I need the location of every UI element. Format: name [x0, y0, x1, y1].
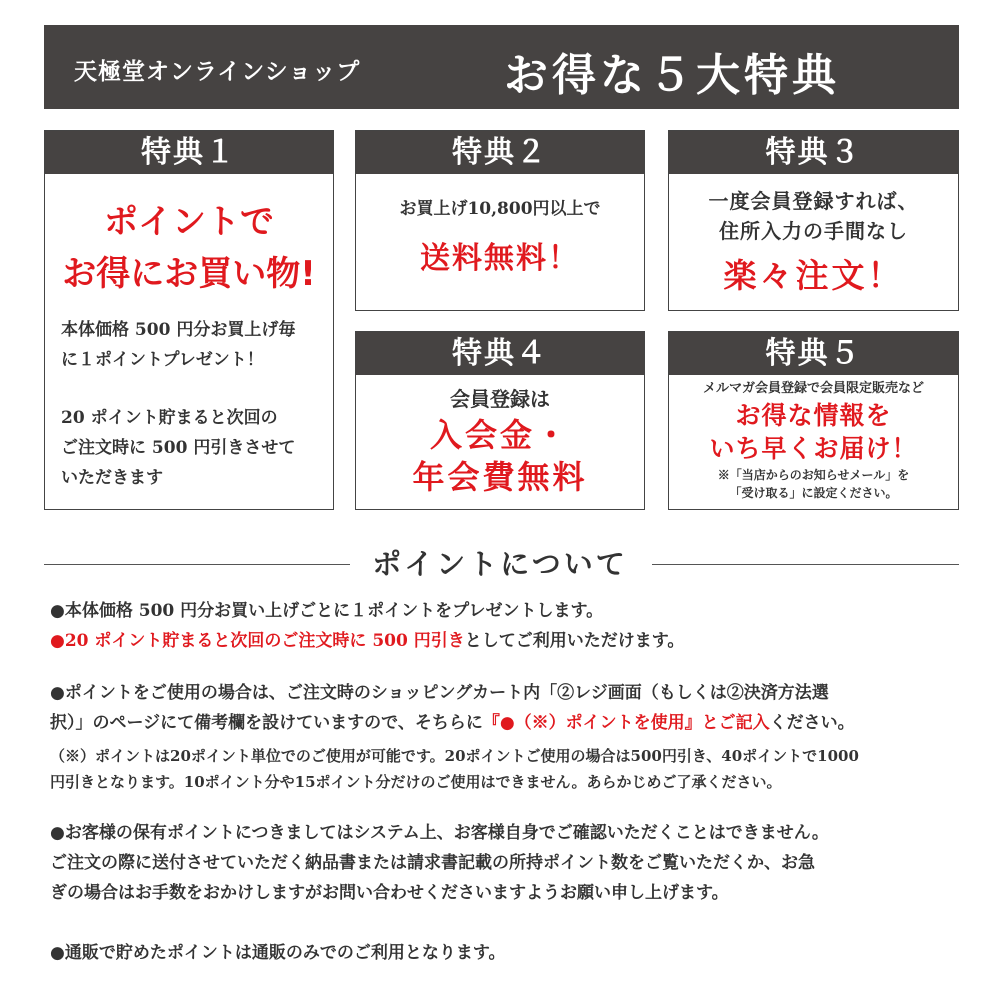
perk-3-headline: 楽々注文！	[723, 256, 904, 295]
perk-card-1	[44, 130, 334, 510]
perk-4-headline: 入会金・ 年会費無料	[412, 416, 588, 496]
perk-title-3: 特典３	[669, 131, 958, 174]
points-paragraph-2: ●ポイントをご使用の場合は、ご注文時のショッピングカート内「②レジ画面（もしくは②決済方法選 択）」のページにて備考欄を設けていますので、そちらに『●（※）ポイントを使用』とご記入ください。	[50, 683, 855, 733]
bullet-icon: ●	[50, 943, 65, 963]
top-banner	[44, 25, 959, 109]
perk-1-body: 本体価格 500 円分お買上げ毎 に１ポイントプレゼント！ 20 ポイント貯まると次回の ご注文時に 500 円引きさせて いただきます	[61, 320, 296, 488]
bullet-icon: ●	[50, 601, 65, 621]
highlight-text: 『●（※）ポイントを使用』とご記入	[482, 713, 770, 733]
bullet-icon: ●	[50, 631, 65, 651]
points-section-title: ポイントについて	[372, 547, 628, 581]
points-paragraph-5: ●通販で貯めたポイントは通販のみでのご利用となります。	[50, 943, 506, 963]
highlight-text: 20 ポイント貯まると次回のご注文時に 500 円引き	[64, 631, 465, 651]
perk-2-headline: 送料無料！	[420, 241, 580, 276]
perk-title-5: 特典５	[669, 332, 958, 375]
perk-title-4: 特典４	[356, 332, 644, 375]
banner-headline: お得な５大特典	[504, 50, 840, 101]
divider-right	[652, 564, 959, 565]
perk-4-description: 会員登録は	[450, 387, 550, 411]
perk-2-condition: お買上げ10,800円以上で	[399, 199, 601, 219]
points-paragraph-1: ●本体価格 500 円分お買い上げごとに１ポイントをプレゼントします。 ●20 ポイント貯まると次回のご注文時に 500 円引きとしてご利用いただけます。	[50, 601, 685, 651]
perk-1-headline: ポイントで お得にお買い物!	[62, 202, 316, 294]
shop-name: 天極堂オンラインショップ	[74, 58, 361, 85]
perk-card-5	[668, 331, 959, 510]
bullet-icon: ●	[50, 683, 65, 703]
perk-title-1: 特典１	[45, 131, 333, 174]
points-note: （※）ポイントは20ポイント単位でのご使用が可能です。20ポイントご使用の場合は500円引き、40ポイントで1000 円引きとなります。10ポイント分や15ポイント分だけのご使用はできません。あらかじめご了承ください。	[50, 747, 859, 791]
perk-card-3	[668, 130, 959, 311]
perk-5-note: ※「当店からのお知らせメール」を 「受け取る」に設定ください。	[717, 468, 910, 500]
perk-5-description: メルマガ会員登録で会員限定販売など	[702, 381, 924, 396]
perk-5-headline: お得な情報を いち早くお届け！	[709, 401, 918, 463]
perk-3-description: 一度会員登録すれば、 住所入力の手間なし	[708, 189, 919, 243]
perk-card-4	[355, 331, 645, 510]
points-paragraph-4: ●お客様の保有ポイントにつきましてはシステム上、お客様自身でご確認いただくことはできません。 ご注文の際に送付させていただく納品書または請求書記載の所持ポイント数をご覧いただくか、お急 ぎの場合はお手数をおかけしますがお問い合わせくださいますようお願い申し上げます。	[50, 823, 829, 903]
perk-card-2	[355, 130, 645, 311]
perk-title-2: 特典２	[356, 131, 644, 174]
bullet-icon: ●	[50, 823, 65, 843]
